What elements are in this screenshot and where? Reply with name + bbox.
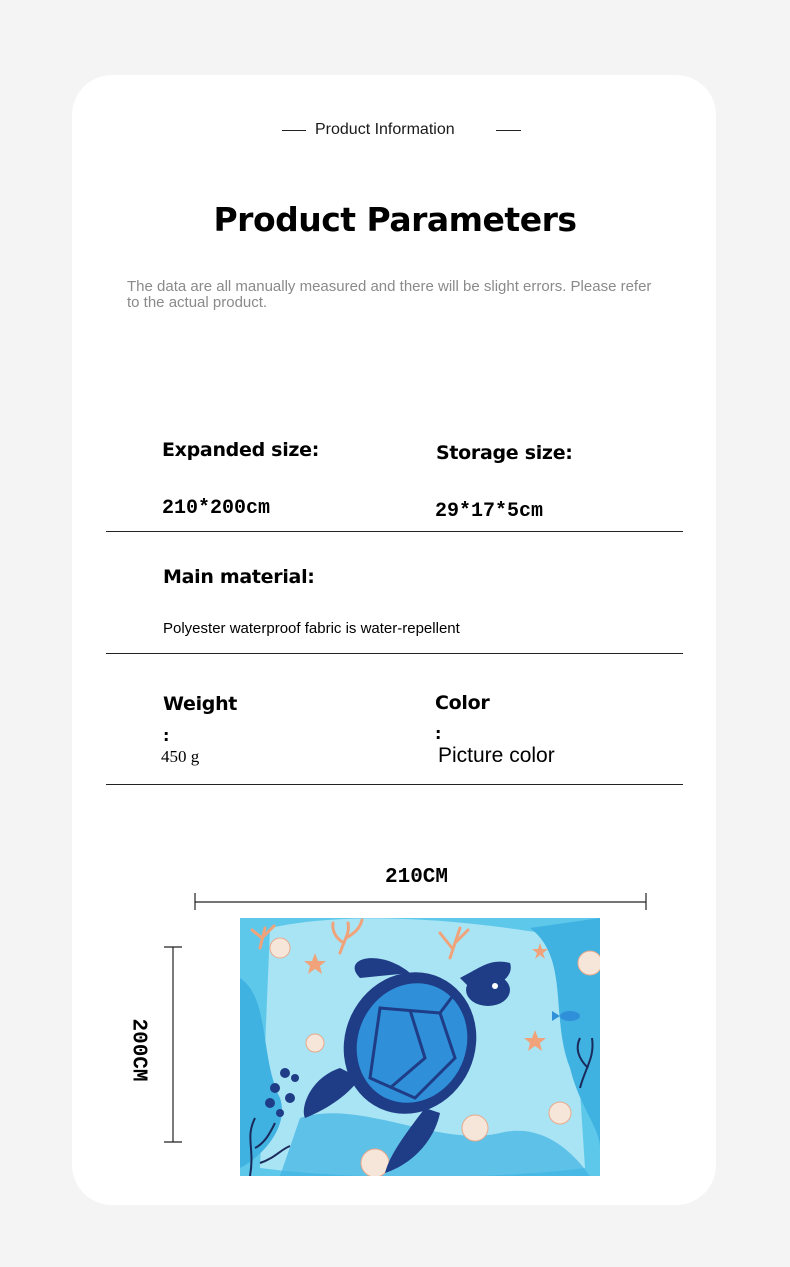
- storage-size-value: 29*17*5cm: [435, 500, 544, 523]
- width-dimension-label: 210CM: [385, 866, 449, 889]
- weight-value: 450 g: [161, 747, 200, 766]
- page-title: Product Parameters: [213, 200, 577, 239]
- main-material-value: Polyester waterproof fabric is water-repellent: [163, 620, 460, 637]
- weight-colon: :: [163, 726, 170, 745]
- sea-turtle-towel-image: [240, 918, 600, 1176]
- color-label: Color: [435, 692, 490, 714]
- expanded-size-label: Expanded size:: [162, 439, 320, 461]
- weight-label: Weight: [163, 693, 238, 715]
- color-colon: :: [435, 724, 442, 743]
- height-dimension-label: 200CM: [126, 1018, 150, 1082]
- expanded-size-value: 210*200cm: [162, 497, 271, 520]
- storage-size-label: Storage size:: [436, 442, 573, 464]
- main-material-label: Main material:: [163, 566, 315, 588]
- section-label: Product Information: [315, 121, 455, 138]
- color-value: Picture color: [438, 744, 555, 767]
- disclaimer-text: The data are all manually measured and there will be slight errors. Please refer to the actual product.: [127, 278, 652, 311]
